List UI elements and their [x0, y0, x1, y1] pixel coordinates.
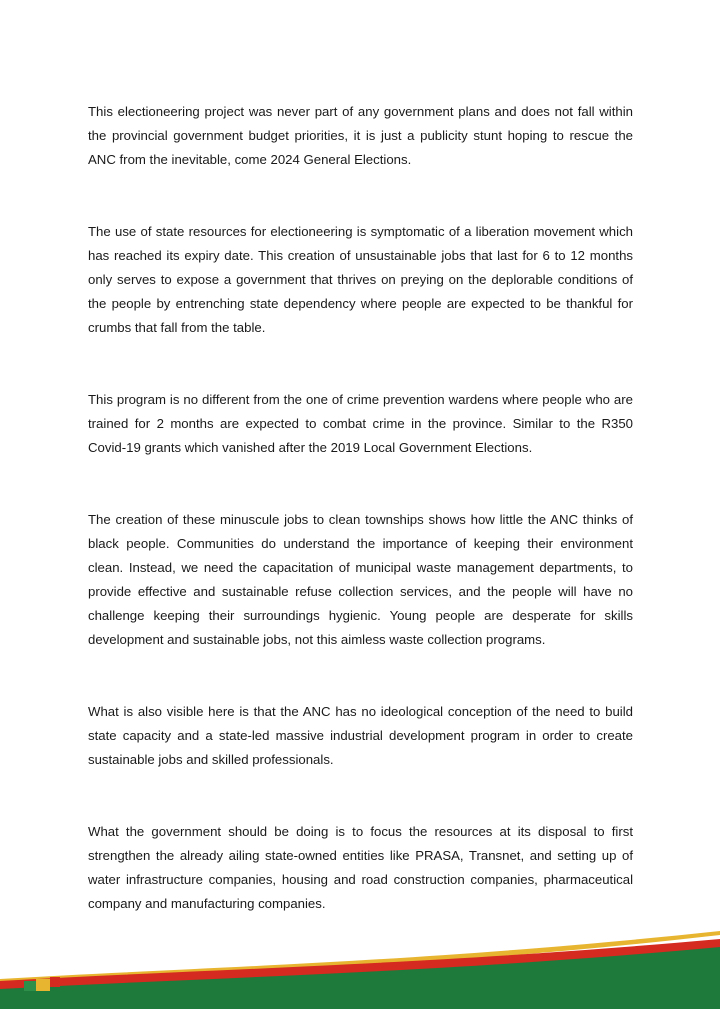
footer-swoosh-graphic — [0, 929, 720, 1009]
paragraph-6: What the government should be doing is to focus the resources at its disposal to first strengthen the already ailing state-owned entities like PRASA, Transnet, and setting up of water infrastructure companies, housing and road construction companies, pharmaceutical company and manufacturing companies. — [88, 824, 633, 911]
footer-decorative-band — [0, 929, 720, 1009]
paragraph-4: The creation of these minuscule jobs to clean townships shows how little the ANC thinks of black people. Communities do understand the importance of keeping their environment clean. Instead, we need the capacitation of municipal waste management departments, to provide effective and sustainable refuse collection services, and the people will have no challenge keeping their surroundings hygienic. Young people are desperate for skills development and sustainable jobs, not this aimless waste collection programs. — [88, 512, 633, 647]
green-block — [24, 981, 36, 991]
document-body — [88, 100, 633, 964]
paragraph-2: The use of state resources for electioneering is symptomatic of a liberation movement which has reached its expiry date. This creation of unsustainable jobs that last for 6 to 12 months only serves to expose a government that thrives on preying on the deplorable conditions of the people by entrenching state dependency where people are expected to be thankful for crumbs that fall from the table. — [88, 224, 633, 335]
paragraph-3: This program is no different from the one of crime prevention wardens where people who are trained for 2 months are expected to combat crime in the province. Similar to the R350 Covid-19 grants which vanished after the 2019 Local Government Elections. — [88, 392, 633, 455]
gold-block — [36, 979, 50, 991]
paragraph-5: What is also visible here is that the ANC has no ideological conception of the need to build state capacity and a state-led massive industrial development program in order to create sustainable jobs and skilled professionals. — [88, 704, 633, 767]
paragraph-1: This electioneering project was never part of any government plans and does not fall within the provincial government budget priorities, it is just a publicity stunt hoping to rescue the ANC from the inevitable, come 2024 General Elections. — [88, 104, 633, 167]
red-block — [50, 977, 60, 987]
